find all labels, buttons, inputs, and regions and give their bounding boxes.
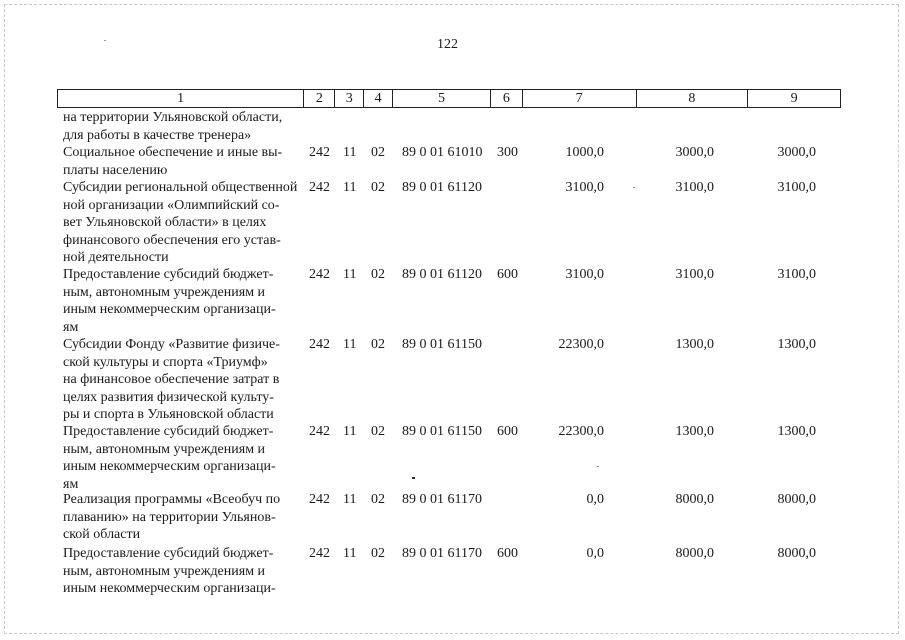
cell-c2: 242 xyxy=(309,145,330,160)
description-line: на финансовое обеспечение затрат в xyxy=(63,372,280,387)
cell-c8: 3100,0 xyxy=(675,267,714,282)
cell-c5: 89 0 01 61170 xyxy=(402,546,482,561)
description-line: Предоставление субсидий бюджет- xyxy=(63,424,274,439)
cell-c9: 8000,0 xyxy=(777,492,816,507)
cell-c3: 11 xyxy=(343,337,357,352)
row-description xyxy=(63,336,299,424)
scan-speck xyxy=(633,187,635,188)
cell-c3: 11 xyxy=(343,424,357,439)
cell-c2: 242 xyxy=(309,424,330,439)
description-line: ской области xyxy=(63,527,141,542)
cell-c7: 0,0 xyxy=(586,492,604,507)
table-header xyxy=(57,89,841,108)
cell-c8: 8000,0 xyxy=(675,546,714,561)
cell-c9: 3000,0 xyxy=(777,145,816,160)
description-line: ным, автономным учреждениям и xyxy=(63,441,266,457)
cell-c8: 3000,0 xyxy=(675,145,714,160)
cell-c4: 02 xyxy=(371,492,385,507)
header-col-9: 9 xyxy=(790,90,798,106)
header-col-5: 5 xyxy=(393,90,491,107)
cell-c7: 22300,0 xyxy=(558,424,604,439)
header-col-8: 8 xyxy=(637,90,749,107)
cell-c5: 89 0 01 61010 xyxy=(402,145,483,160)
description-line: Субсидии Фонду «Развитие физиче- xyxy=(63,337,280,352)
description-line: Субсидии региональной общественной xyxy=(63,180,298,195)
cell-c5: 89 0 01 61170 xyxy=(402,492,482,507)
cell-c9: 8000,0 xyxy=(777,546,816,561)
cell-c2: 242 xyxy=(309,180,330,195)
header-col-1: 1 xyxy=(58,90,304,107)
description-line: Предоставление субсидий бюджет- xyxy=(63,267,274,282)
cell-c8: 3100,0 xyxy=(675,180,714,195)
description-line: ной организации «Олимпийский со- xyxy=(63,197,280,213)
cell-c4: 02 xyxy=(371,180,385,195)
description-line: целях развития физической культу- xyxy=(63,389,274,405)
cell-c5: 89 0 01 61120 xyxy=(402,180,482,195)
description-line: Социальное обеспечение и иные вы- xyxy=(63,145,283,160)
cell-c9: 3100,0 xyxy=(777,267,816,282)
cell-c6: 600 xyxy=(497,424,518,439)
row-description xyxy=(63,144,299,179)
description-line: Предоставление субсидий бюджет- xyxy=(63,546,274,561)
cell-c2: 242 xyxy=(309,267,330,282)
description-line: ной деятельности xyxy=(63,250,169,265)
scan-speck xyxy=(104,40,106,41)
cell-c7: 3100,0 xyxy=(565,267,604,282)
cell-c7: 0,0 xyxy=(586,546,604,561)
cell-c2: 242 xyxy=(309,492,330,507)
description-line: ской культуры и спорта «Триумф» xyxy=(63,354,268,370)
header-col-3: 3 xyxy=(335,90,364,107)
description-line: для работы в качестве тренера» xyxy=(63,127,252,143)
cell-c7: 1000,0 xyxy=(565,145,604,160)
cell-c4: 02 xyxy=(371,424,385,439)
cell-c4: 02 xyxy=(371,267,385,282)
description-line: иным некоммерческим организаци- xyxy=(63,302,276,317)
description-line: плаванию» на территории Ульянов- xyxy=(63,509,276,525)
header-col-2: 2 xyxy=(304,90,335,107)
description-line: ным, автономным учреждениям и xyxy=(63,563,266,579)
description-line: платы населению xyxy=(63,162,168,178)
cell-c9: 1300,0 xyxy=(777,337,816,352)
row-description xyxy=(63,423,299,493)
header-col-4: 4 xyxy=(364,90,393,107)
row-description xyxy=(63,109,299,144)
cell-c3: 11 xyxy=(343,180,357,195)
cell-c4: 02 xyxy=(371,546,385,561)
description-line: ям xyxy=(63,476,79,492)
description-line: вет Ульяновской области» в целях xyxy=(63,215,267,230)
description-line: иным некоммерческим организаци- xyxy=(63,581,276,596)
cell-c5: 89 0 01 61120 xyxy=(402,267,482,282)
scan-speck xyxy=(597,466,599,467)
cell-c7: 22300,0 xyxy=(558,337,604,352)
cell-c2: 242 xyxy=(309,337,330,352)
cell-c3: 11 xyxy=(343,267,357,282)
page-number: 122 xyxy=(437,37,458,52)
row-description xyxy=(63,266,299,336)
cell-c8: 8000,0 xyxy=(675,492,714,507)
cell-c3: 11 xyxy=(343,546,357,561)
description-line: иным некоммерческим организаци- xyxy=(63,459,276,474)
row-description xyxy=(63,545,299,598)
cell-c9: 1300,0 xyxy=(777,424,816,439)
description-line: Реализация программы «Всеобуч по xyxy=(63,492,281,507)
row-description xyxy=(63,179,299,267)
cell-c3: 11 xyxy=(343,492,357,507)
cell-c8: 1300,0 xyxy=(675,337,714,352)
cell-c4: 02 xyxy=(371,337,385,352)
cell-c3: 11 xyxy=(343,145,357,160)
scan-speck xyxy=(412,477,415,479)
cell-c9: 3100,0 xyxy=(777,180,816,195)
description-line: ры и спорта в Ульяновской области xyxy=(63,407,274,422)
description-line: ям xyxy=(63,319,79,335)
description-line: финансового обеспечения его устав- xyxy=(63,232,281,248)
description-line: ным, автономным учреждениям и xyxy=(63,284,266,300)
cell-c6: 600 xyxy=(497,267,518,282)
cell-c8: 1300,0 xyxy=(675,424,714,439)
cell-c4: 02 xyxy=(371,145,385,160)
description-line: на территории Ульяновской области, xyxy=(63,110,283,125)
header-col-7: 7 xyxy=(523,90,637,107)
header-col-6: 6 xyxy=(491,90,523,107)
cell-c7: 3100,0 xyxy=(565,180,604,195)
cell-c2: 242 xyxy=(309,546,330,561)
cell-c6: 600 xyxy=(497,546,518,561)
cell-c6: 300 xyxy=(497,145,518,160)
cell-c5: 89 0 01 61150 xyxy=(402,337,482,352)
cell-c5: 89 0 01 61150 xyxy=(402,424,482,439)
row-description xyxy=(63,491,299,544)
